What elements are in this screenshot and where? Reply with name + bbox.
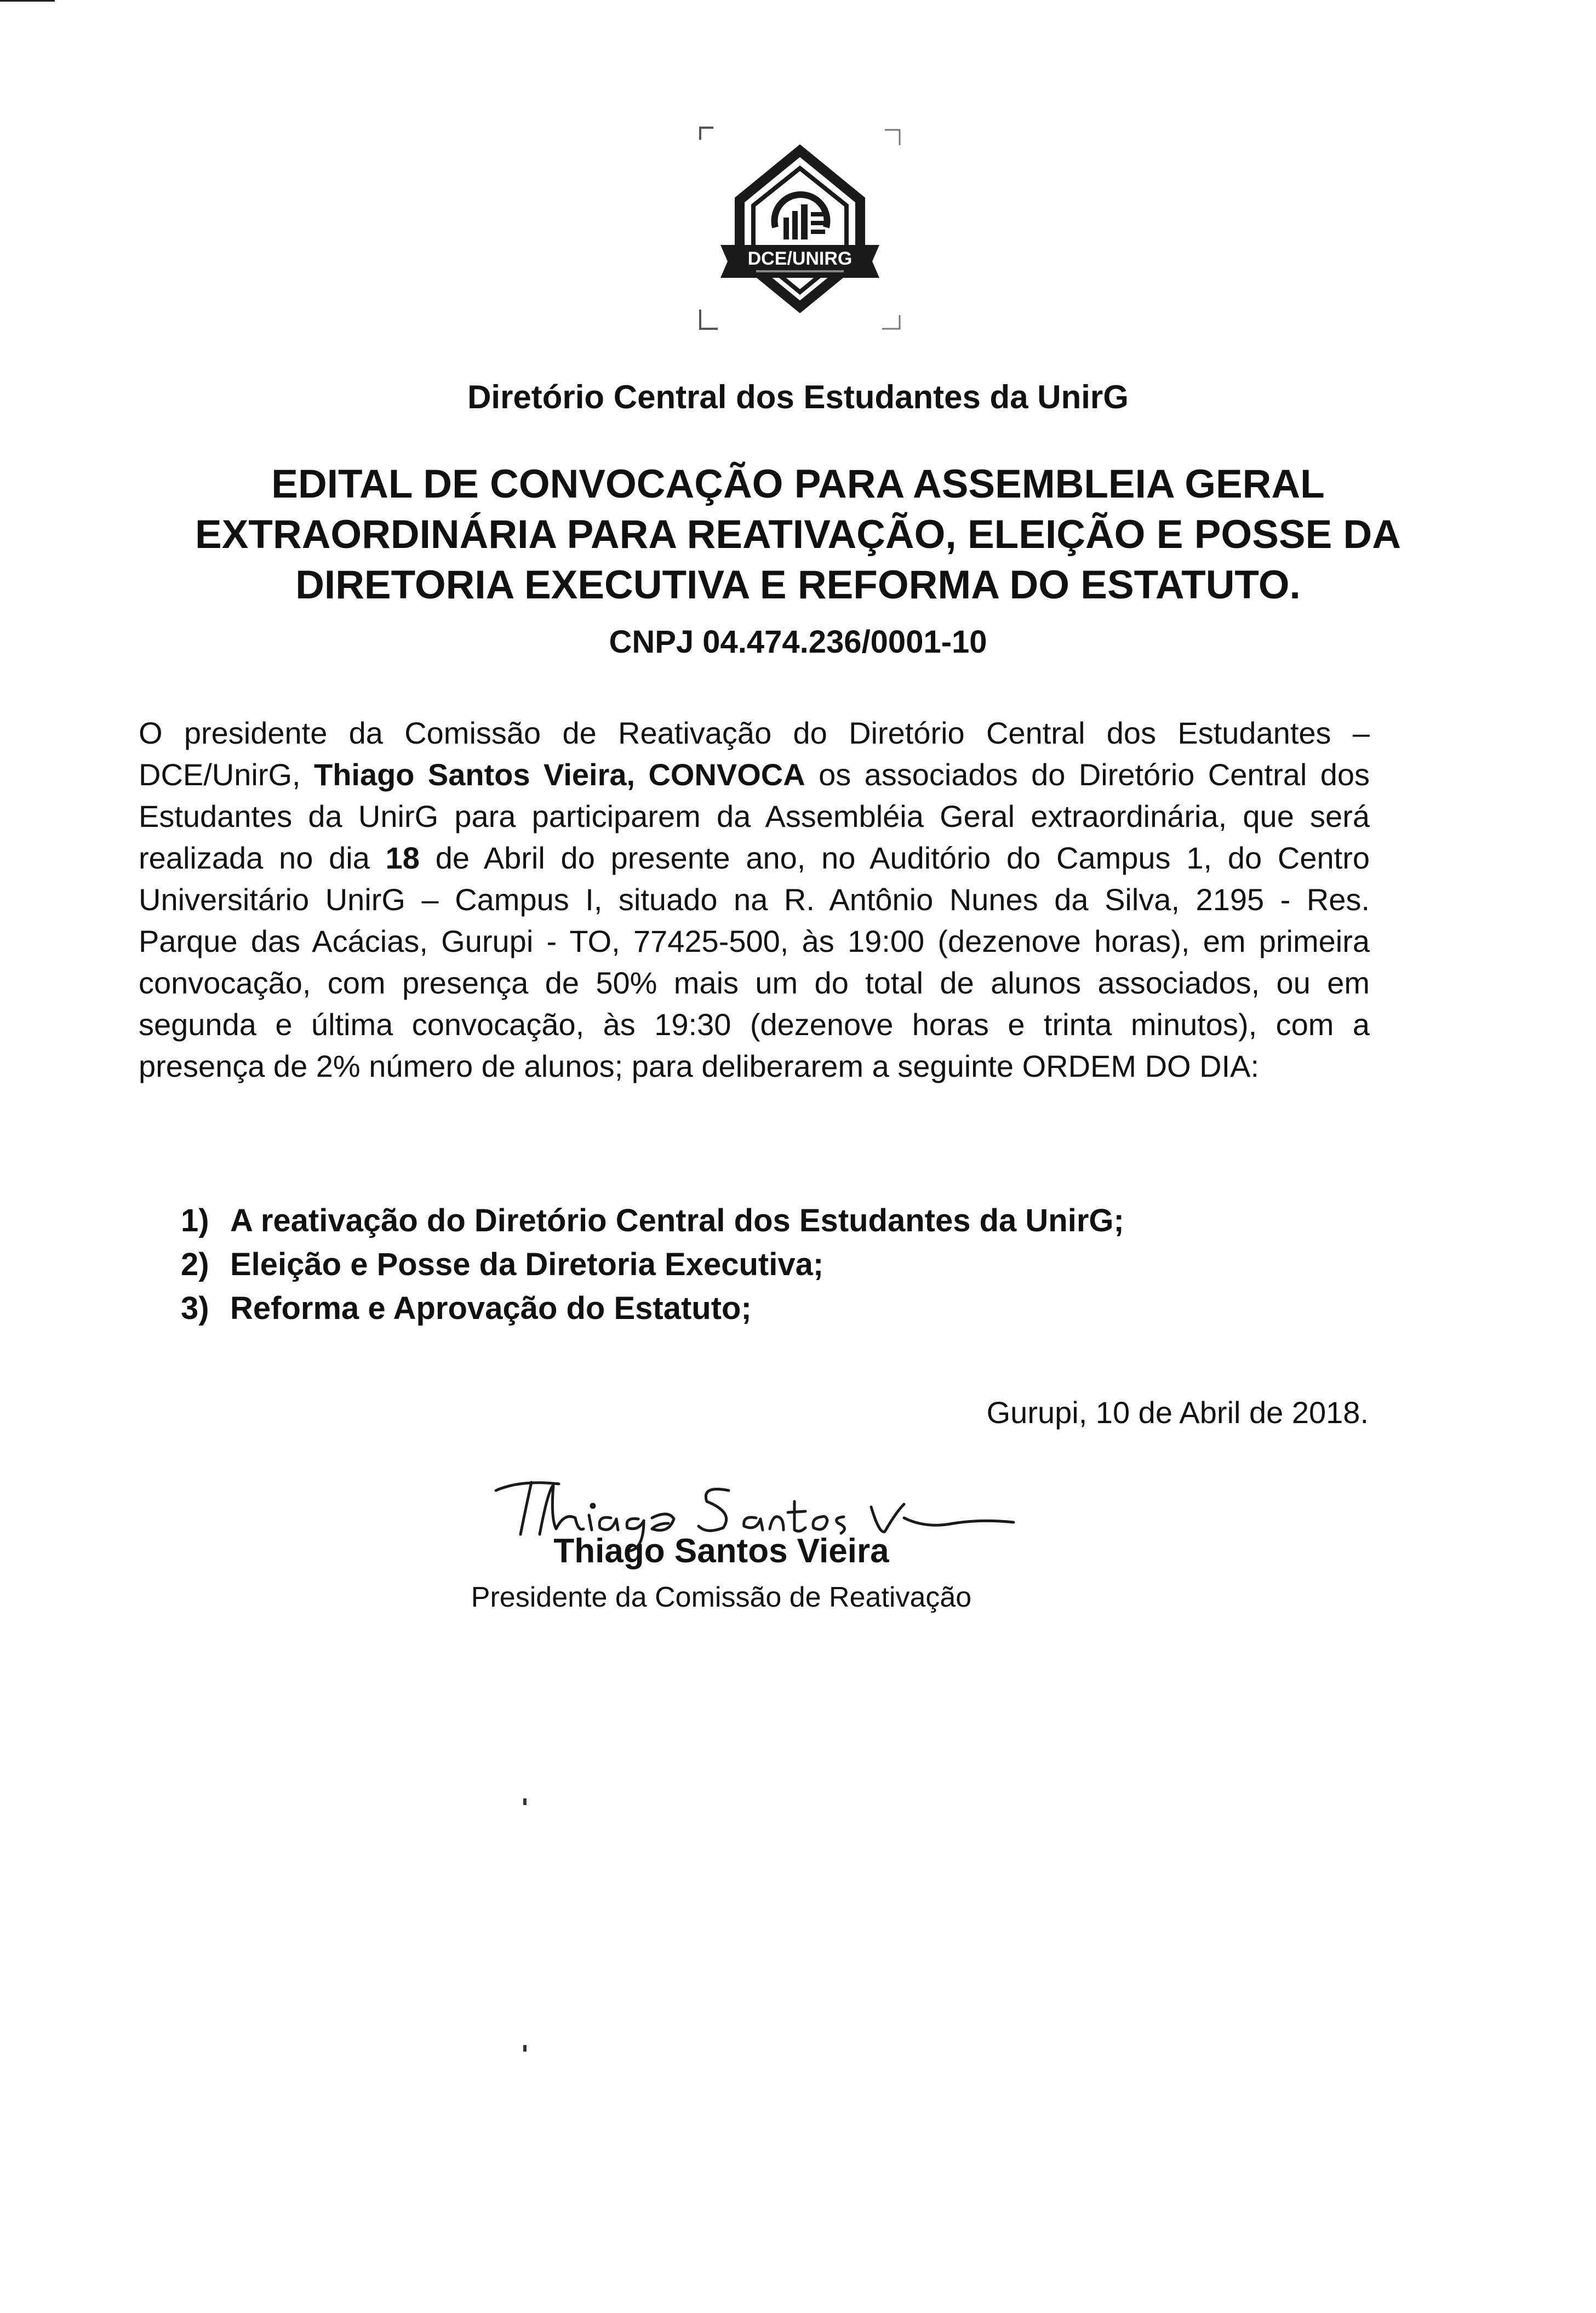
agenda-number: 3) [181,1290,209,1326]
scan-speck [523,1798,527,1805]
scan-edge-mark [0,0,55,2]
agenda-item [181,1199,1124,1243]
cnpj-number: CNPJ 04.474.236/0001-10 [609,624,987,660]
agenda-text: Eleição e Posse da Diretoria Executiva; [230,1247,824,1282]
convocation-paragraph [139,712,1370,1087]
scan-speck [523,2045,527,2052]
assembly-day: 18 [385,841,420,875]
logo-text: DCE/UNIRG [747,248,853,269]
document-title [137,459,1459,610]
paragraph-middle: os associados do Diretório Central dos Estudantes da UnirG para participarem da Assembléia Geral extraordinária, que será realizada no dia [139,757,1370,875]
agenda-text: A reativação do Diretório Central dos Estudantes da UnirG; [230,1203,1124,1238]
agenda-number: 1) [181,1203,209,1238]
place-and-date: Gurupi, 10 de Abril de 2018. [986,1395,1369,1430]
agenda-list [181,1199,1124,1330]
paragraph-intro: O presidente da Comissão de Reativação do Diretório Central dos Estudantes – DCE/UnirG, [139,716,1370,792]
title-line-1: EDITAL DE CONVOCAÇÃO PARA ASSEMBLEIA GERAL [271,462,1325,506]
title-line-2: EXTRAORDINÁRIA PARA REATIVAÇÃO, ELEIÇÃO E POSSE DA [195,512,1401,557]
paragraph-end: de Abril do presente ano, no Auditório do Campus 1, do Centro Universitário UnirG – Campus I, situado na R. Antônio Nunes da Silva, 2195 - Res. Parque das Acácias, Gurupi - TO, 77425-500, às 19:00 (dezenove horas), em primeira convocação, com presença de 50% mais um do total de alunos associados, ou em segunda e última convocação, às 19:30 (dezenove horas e trinta minutos), com a presença de 2% número de alunos; para deliberarem a seguinte ORDEM DO DIA: [139,841,1370,1083]
agenda-item [181,1243,1124,1287]
agenda-text: Reforma e Aprovação do Estatuto; [230,1290,752,1326]
agenda-number: 2) [181,1247,209,1282]
president-name: Thiago Santos Vieira, CONVOCA [313,757,805,792]
signer-name: Thiago Santos Vieira [553,1532,889,1570]
organization-name: Diretório Central dos Estudantes da UnirG [467,379,1129,415]
title-line-3: DIRETORIA EXECUTIVA E REFORMA DO ESTATUTO. [295,563,1301,607]
agenda-item [181,1287,1124,1330]
signer-role: Presidente da Comissão de Reativação [471,1581,972,1613]
dce-unirg-shield-logo [696,118,904,337]
